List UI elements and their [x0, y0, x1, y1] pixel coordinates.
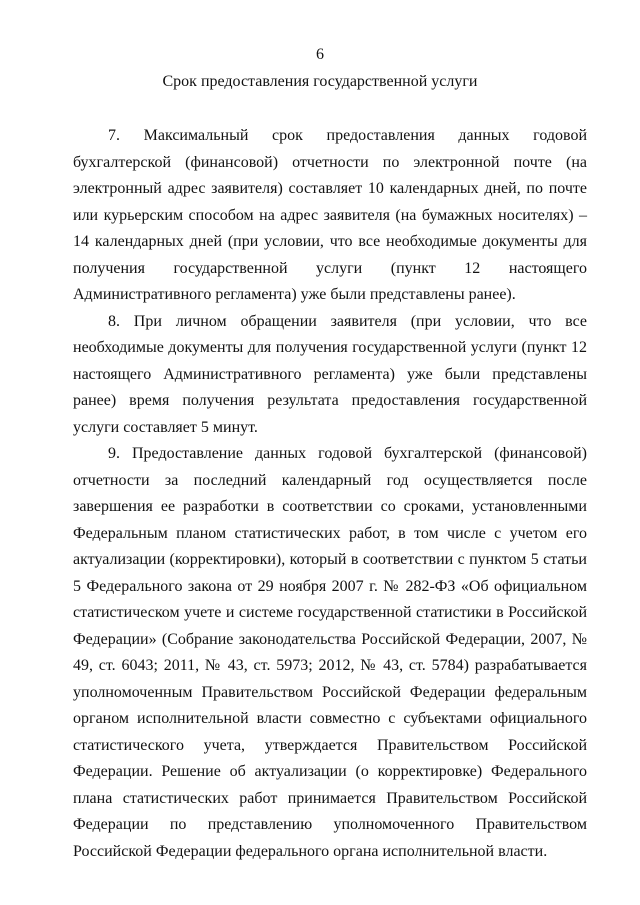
- body-text: [73, 123, 587, 865]
- page-number: 6: [316, 46, 324, 63]
- section-title: Срок предоставления государственной услуги: [162, 73, 478, 90]
- paragraph-7: 7. Максимальный срок предоставления данных годовой бухгалтерской (финансовой) отчетности по электронной почте (на электронный адрес заявителя) составляет 10 календарных дней, по почте или курьерским способом на адрес заявителя (на бумажных носителях) – 14 календарных дней (при условии, что все необходимые документы для получения государственной услуги (пункт 12 настоящего Административного регламента) уже были представлены ранее).: [73, 127, 587, 303]
- paragraph-9: 9. Предоставление данных годовой бухгалтерской (финансовой) отчетности за последний календарный год осуществляется после завершения ее разработки в соответствии со сроками, установленными Федеральным планом статистических работ, в том числе с учетом его актуализации (корректировки), который в соответствии с пунктом 5 статьи 5 Федерального закона от 29 ноября 2007 г. № 282-ФЗ «Об официальном статистическом учете и системе государственной статистики в Российской Федерации» (Собрание законодательства Российской Федерации, 2007, № 49, ст. 6043; 2011, № 43, ст. 5973; 2012, № 43, ст. 5784) разрабатывается уполномоченным Правительством Российской Федерации федеральным органом исполнительной власти совместно с субъектами официального статистического учета, утверждается Правительством Российской Федерации. Решение об актуализации (о корректировке) Федерального плана статистических работ принимается Правительством Российской Федерации по представлению уполномоченного Правительством Российской Федерации федерального органа исполнительной власти.: [73, 445, 587, 860]
- paragraph-8: 8. При личном обращении заявителя (при условии, что все необходимые документы для получения государственной услуги (пункт 12 настоящего Административного регламента) уже были представлены ранее) время получения результата предоставления государственной услуги составляет 5 минут.: [73, 312, 587, 436]
